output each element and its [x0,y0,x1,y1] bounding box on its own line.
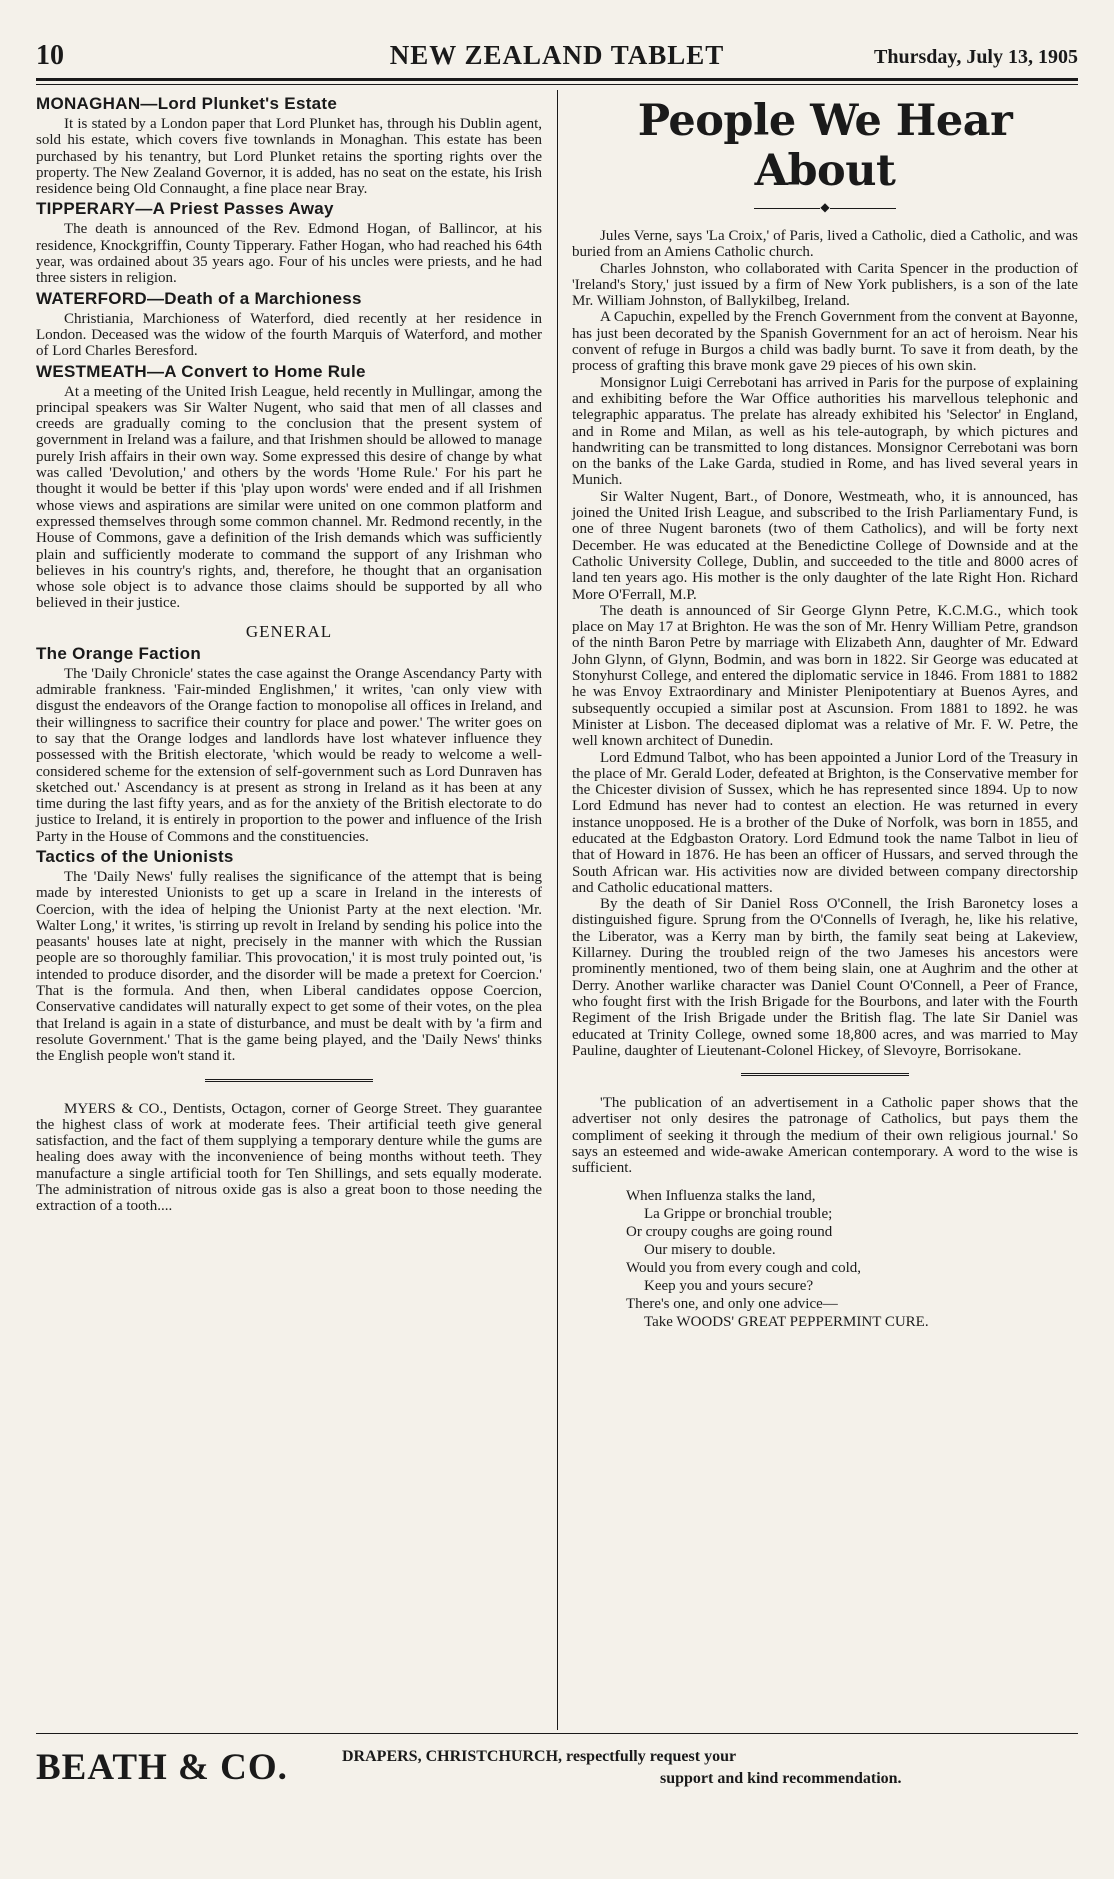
poem-line: Keep you and yours secure? [644,1277,814,1294]
title-ornament [572,200,1078,214]
tipperary-heading: TIPPERARY—A Priest Passes Away [36,199,334,219]
header-rule-thin [36,84,1078,85]
poem-line: Would you from every cough and cold, [626,1259,861,1276]
ornament-line-right [830,208,896,209]
poem-line: Our misery to double. [644,1241,776,1258]
paragraph-verne: Jules Verne, says 'La Croix,' of Paris, lived a Catholic, died a Catholic, and was buried from an Amiens Catholic church. [572,228,1078,261]
column-divider [557,90,558,1730]
paragraph-oconnell: By the death of Sir Daniel Ross O'Connell, the Irish Baronetcy loses a distinguished figure. Sprung from the O'Connells of Iveragh, he, like his relative, the Liberator, was a Kerry man by birth, the family seat being at Lakeview, Killarney. During the troubled reign of the two Jameses his ancestors were prominently mentioned, two of them being slain, one at Aughrim and the other at Derry. Another warlike character was Daniel Count O'Connell, a Peer of France, who fought first with the Irish Brigade for the Bourbons, and later with the Fourth Regiment of the Irish Brigade under the British flag. The late Sir Daniel was educated at Trinity College, owned some 18,800 acres, and was married to May Pauline, daughter of Lieutenant-Colonel Hickey, of Slevoyre, Borrisokane. [572,896,1078,1059]
left-column [36,92,542,1215]
page-header [36,40,1078,74]
poem-line: Take WOODS' GREAT PEPPERMINT CURE. [644,1313,929,1330]
monaghan-body: It is stated by a London paper that Lord Plunket has, through his Dublin agent, sold his estate, which covers five townlands in Monaghan. This estate has been purchased by his tenantry, but Lord Plunket retains the sporting rights over the property. The New Zealand Governor, it is added, has no seat on the estate, his Irish residence being Old Connaught, a fine place near Bray. [36,116,542,198]
diamond-icon: ◆ [820,200,830,214]
poem-line: When Influenza stalks the land, [626,1187,816,1204]
general-heading: GENERAL [245,621,333,641]
right-column [572,92,1078,1331]
myers-ad-text: MYERS & CO., Dentists, Octagon, corner of George Street. They guarantee the highest class of work at moderate fees. Their artificial teeth give general satisfaction, and the fact of them supplying a temporary denture while the gums are healing does away with the inconvenience of being months without teeth. They manufacture a single artificial tooth for Ten Shillings, and sets equally moderate. The administration of nitrous oxide gas is also a great boon to those needing the extraction of a tooth.... [36,1100,542,1215]
poem-line: Or croupy coughs are going round [626,1223,833,1240]
paragraph-johnston: Charles Johnston, who collaborated with Carita Spencer in the production of 'Ireland's Story,' just issued by a firm of New York publishers, is a son of the late Mr. William Johnston, of Ballykilbeg, Ireland. [572,260,1078,310]
paragraph-talbot: Lord Edmund Talbot, who has been appointed a Junior Lord of the Treasury in the place of Mr. Gerald Loder, defeated at Brighton, is the Conservative member for the Chicester division of Sussex, which he has represented since 1894. Up to now Lord Edmund has never had to contest an election. He was returned in every instance unopposed. He is a brother of the Duke of Norfolk, was born in 1855, and educated at the Edgbaston Oratory. Lord Edmund took the name Talbot in lieu of that of Howard in 1876. He has been an officer of Hussars, and served through the South African war. His activities now are divided between company directorship and Catholic educational matters. [572,749,1078,896]
beath-brand: BEATH & CO. [36,1747,288,1788]
poem-line: La Grippe or bronchial trouble; [644,1205,833,1222]
beath-tagline-2: support and kind recommendation. [660,1770,902,1787]
header-rule-thick [36,78,1078,81]
woods-advertisement [572,1095,1078,1330]
paragraph-nugent: Sir Walter Nugent, Bart., of Donore, Westmeath, who, it is announced, has joined the United Irish League, and subscribed to the Irish Parliamentary Fund, is one of three Nugent baronets (two of them Catholics), and will be forty next December. He was educated at the Benedictine College of Downside and at the Catholic University College, Dublin, and succeeded to the title and 8000 acres of land ten years ago. His mother is the only daughter of the late Right Hon. Richard More O'Ferrall, M.P. [572,488,1078,603]
unionists-heading: Tactics of the Unionists [36,846,234,866]
page-number: 10 [36,40,64,71]
ornament-line-left [754,208,820,209]
westmeath-body: At a meeting of the United Irish League, held recently in Mullingar, among the principal speakers was Sir Walter Nugent, who said that men of all classes and creeds are gradually coming to the conclusion that the present system of government in Ireland was a failure, and that Irishmen should be allowed to manage purely Irish affairs in their own way. Some expressed this desire of change by what was called 'Devolution,' and others by the words 'Home Rule.' For his part he thought it would be better if this 'play upon words' were ended and if all Irishmen whose views and aspirations are similar were united on one common platform and expressed themselves through some common channel. Mr. Redmond recently, in the House of Commons, gave a definition of the Irish demands which was sufficiently plain and sufficiently moderate to command the support of any Irishman who believes in his country's rights, and, therefore, he thought that an organisation whose sole object is to advance those claims should be supported by all who believed in their justice. [36,383,542,612]
orange-heading: The Orange Faction [36,643,202,663]
section-separator [205,1079,373,1085]
paragraph-cerrebotani: Monsignor Luigi Cerrebotani has arrived in Paris for the purpose of explaining and exhibiting before the War Office authorities his marvellous telephonic and telegraphic apparatus. The prelate has already exhibited his 'Selector' in England, and in Rome and Milan, as well as his tele-autograph, by which pictures and handwriting can be transmitted to long distances. Monsignor Cerrebotani was born on the banks of the Lake Garda, studied in Rome, and has lived several years in Munich. [572,374,1078,489]
footer-rule [36,1733,1078,1734]
unionists-body: The 'Daily News' fully realises the significance of the attempt that is being made by interested Unionists to get up a scare in Ireland in the interests of Coercion, with the idea of helping the Unionist Party at the next election. 'Mr. Walter Long,' it writes, 'is stirring up revolt in Ireland by sending his police into the peasants' houses late at night, precisely in the manner with which the Russian people are so thoroughly familiar. This provocation,' it is most truly pointed out, 'is intended to produce disorder, and the disorder will be made a pretext for Coercion.' That is the formula. And then, when Liberal candidates oppose Coercion, Conservative candidates will naturally expect to get some of their votes, on the plea that Ireland is again in a state of disturbance, and must be dealt with by 'a firm and resolute Government.' That is the game being played, and the 'Daily News' thinks the English people won't stand it. [36,868,542,1065]
myers-advertisement [36,1101,542,1215]
monaghan-heading: MONAGHAN—Lord Plunket's Estate [36,94,338,113]
beath-tagline-1: DRAPERS, CHRISTCHURCH, respectfully request your [342,1748,737,1765]
tipperary-body: The death is announced of the Rev. Edmond Hogan, of Ballincor, at his residence, Knockgriffin, County Tipperary. Father Hogan, who had reached his 64th year, was ordained about 35 years ago. Four of his uncles were priests, and he had three sisters in religion. [36,221,542,287]
paragraph-capuchin: A Capuchin, expelled by the French Government from the convent at Bayonne, has just been decorated by the Spanish Government for an act of heroism. Near his convent of refuge in Burgos a child was badly burnt. To save it from death, by the process of grafting this brave monk gave 29 pieces of his own skin. [572,309,1078,375]
waterford-body: Christiania, Marchioness of Waterford, died recently at her residence in London. Deceased was the widow of the fourth Marquis of Waterford, and mother of Lord Charles Beresford. [36,310,542,360]
poem [626,1187,1078,1331]
section-separator [741,1073,909,1079]
waterford-heading: WATERFORD—Death of a Marchioness [36,288,362,308]
issue-date: Thursday, July 13, 1905 [874,46,1078,68]
section-title: People We Hear About [637,96,1013,196]
paragraph-petre: The death is announced of Sir George Glynn Petre, K.C.M.G., which took place on May 17 at Brighton. He was the son of Mr. Henry William Petre, grandson of the ninth Baron Petre by marriage with Elizabeth Ann, daughter of Mr. Edward John Glynn, of Glynn, Bodmin, and was born in 1822. Sir George was educated at Stonyhurst College, and entered the diplomatic service in 1846. From 1881 to 1882 he was Envoy Extraordinary and Minister Plenipotentiary at Buenos Ayres, and subsequently occupied a similar post at Ascunsion. From 1881 to 1892. he was Minister at Lisbon. The deceased diplomat was a relative of Mr. F. W. Petre, the well known architect of Dunedin. [572,602,1078,750]
orange-body: The 'Daily Chronicle' states the case against the Orange Ascendancy Party with admirable frankness. 'Fair-minded Englishmen,' it writes, 'can only view with disgust the endeavors of the Orange faction to monopolise all offices in Ireland, and their willingness to sacrifice their country for place and power.' The writer goes on to say that the Orange lodges and landlords have lost whatever influence they possessed with the British electorate, 'which would be ready to welcome a well-considered scheme for the extension of self-government such as Lord Dunraven has sketched out.' Ascendancy is at present as strong in Ireland as it has been at any time during the last fifty years, and as for the anxiety of the British electorate to do justice to Ireland, it is entirely in proportion to the power and influence of the Irish Party in the House of Commons and the constituencies. [36,665,542,845]
masthead: NEW ZEALAND TABLET [389,40,725,70]
woods-ad-text: 'The publication of an advertisement in a Catholic paper shows that the advertiser not only desires the patronage of Catholics, but pays them the compliment of seeking it through the medium of their own religious journal.' So says an esteemed and wide-awake American contemporary. A word to the wise is sufficient. [572,1095,1078,1177]
poem-line: There's one, and only one advice— [626,1295,838,1312]
footer-advertisement [36,1742,1078,1798]
westmeath-heading: WESTMEATH—A Convert to Home Rule [36,361,366,381]
